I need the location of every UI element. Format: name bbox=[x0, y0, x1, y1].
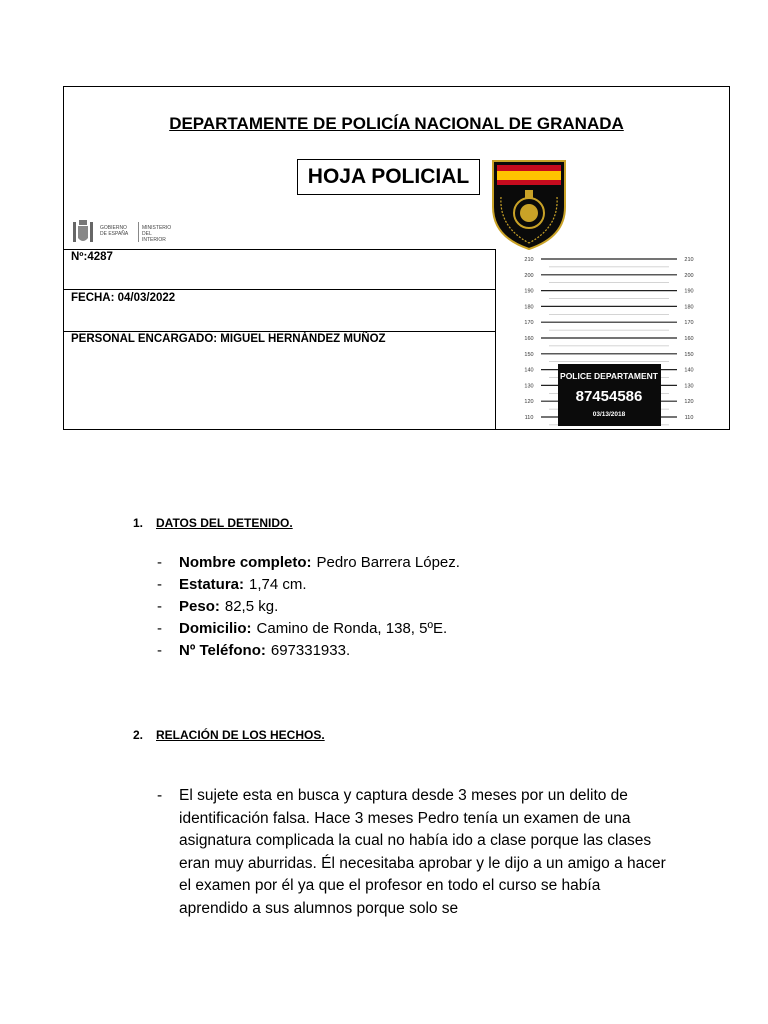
height-label: 120 bbox=[524, 399, 534, 406]
logo-divider bbox=[138, 222, 139, 242]
height-label: 190 bbox=[524, 288, 534, 295]
field-value: 1,74 cm. bbox=[249, 576, 307, 593]
record-number: Nº:4287 bbox=[71, 251, 113, 263]
gov-text-left-2: DE ESPAÑA bbox=[100, 231, 129, 237]
field-label: Estatura: bbox=[179, 576, 245, 593]
field-label: Domicilio: bbox=[179, 620, 252, 637]
bullet-dash: - bbox=[157, 642, 162, 659]
divider bbox=[64, 249, 496, 250]
police-emblem-icon bbox=[489, 157, 569, 251]
height-label: 210 bbox=[684, 257, 694, 263]
placard-date: 03/13/2018 bbox=[592, 411, 626, 418]
gov-text-left bbox=[100, 225, 128, 237]
section-title: RELACIÓN DE LOS HECHOS. bbox=[156, 728, 325, 742]
gov-text-right bbox=[142, 225, 182, 243]
government-logo bbox=[70, 217, 182, 247]
facts-paragraph bbox=[157, 785, 667, 920]
section-title: DATOS DEL DETENIDO. bbox=[156, 516, 293, 530]
divider bbox=[64, 289, 496, 290]
bullet-dash: - bbox=[157, 576, 162, 593]
detainee-data-list bbox=[157, 552, 460, 662]
mugshot-height-chart bbox=[509, 249, 709, 430]
list-item bbox=[157, 618, 460, 640]
height-label: 130 bbox=[524, 383, 534, 390]
field-label: Nombre completo: bbox=[179, 554, 312, 571]
field-label: Nº Teléfono: bbox=[179, 642, 266, 659]
field-value: 697331933. bbox=[270, 642, 351, 659]
height-label: 140 bbox=[684, 367, 694, 374]
section-number: 2. bbox=[133, 728, 144, 742]
divider bbox=[495, 249, 496, 430]
section-heading bbox=[133, 516, 293, 530]
height-label: 140 bbox=[524, 367, 534, 374]
height-label: 130 bbox=[684, 383, 694, 390]
bullet-dash: - bbox=[157, 554, 162, 571]
bullet-dash: - bbox=[157, 598, 162, 615]
height-label: 150 bbox=[684, 351, 694, 358]
list-item bbox=[157, 552, 460, 574]
height-label: 160 bbox=[524, 336, 534, 342]
height-label: 190 bbox=[684, 288, 694, 295]
list-item bbox=[157, 640, 460, 662]
height-label: 110 bbox=[684, 415, 694, 421]
form-title: HOJA POLICIAL bbox=[297, 159, 480, 195]
height-label: 200 bbox=[524, 272, 534, 279]
placard-title: POLICE DEPARTAMENT bbox=[560, 371, 658, 381]
height-label: 170 bbox=[684, 320, 694, 327]
height-label: 120 bbox=[684, 399, 694, 406]
height-label: 180 bbox=[524, 304, 534, 311]
list-item bbox=[157, 596, 460, 618]
gov-text-left-1: GOBIERNO bbox=[100, 225, 127, 231]
gov-text-right-2: INTERIOR bbox=[142, 237, 166, 243]
height-label: 160 bbox=[684, 336, 694, 342]
height-label: 180 bbox=[684, 304, 694, 311]
height-label: 200 bbox=[684, 272, 694, 279]
list-item bbox=[157, 574, 460, 596]
record-date: FECHA: 04/03/2022 bbox=[71, 292, 176, 304]
bullet-dash: - bbox=[157, 620, 162, 637]
bullet-dash: - bbox=[157, 787, 163, 804]
section-number: 1. bbox=[133, 516, 144, 530]
department-title: DEPARTAMENTE DE POLICÍA NACIONAL DE GRANADA bbox=[169, 114, 624, 133]
officer-in-charge: PERSONAL ENCARGADO: MIGUEL HERNÁNDEZ MUÑOZ bbox=[71, 333, 386, 345]
coat-of-arms-icon bbox=[70, 217, 96, 247]
field-value: Pedro Barrera López. bbox=[316, 554, 460, 571]
field-value: 82,5 kg. bbox=[224, 598, 279, 615]
height-label: 170 bbox=[524, 320, 534, 327]
height-label: 110 bbox=[524, 415, 534, 421]
height-label: 150 bbox=[524, 351, 534, 358]
section-heading bbox=[133, 728, 325, 742]
gov-text-right-1: MINISTERIO DEL bbox=[142, 225, 172, 237]
divider bbox=[64, 331, 496, 332]
height-label: 210 bbox=[524, 257, 534, 263]
placard-number: 87454586 bbox=[575, 388, 643, 405]
field-label: Peso: bbox=[179, 598, 220, 615]
facts-text: El sujete esta en busca y captura desde 3 meses por un delito de identificación falsa. Hace 3 meses Pedro tenía un examen de una asignatura complicada la cual no había ido a clase porque las clases eran muy aburridas. Él necesitaba aprobar y le dijo a un amigo a hacer el examen por él ya que el profesor en todo el curso se había aprendido a sus alumnos porque solo se bbox=[179, 787, 666, 917]
header-table bbox=[63, 86, 730, 430]
field-value: Camino de Ronda, 138, 5ºE. bbox=[256, 620, 448, 637]
